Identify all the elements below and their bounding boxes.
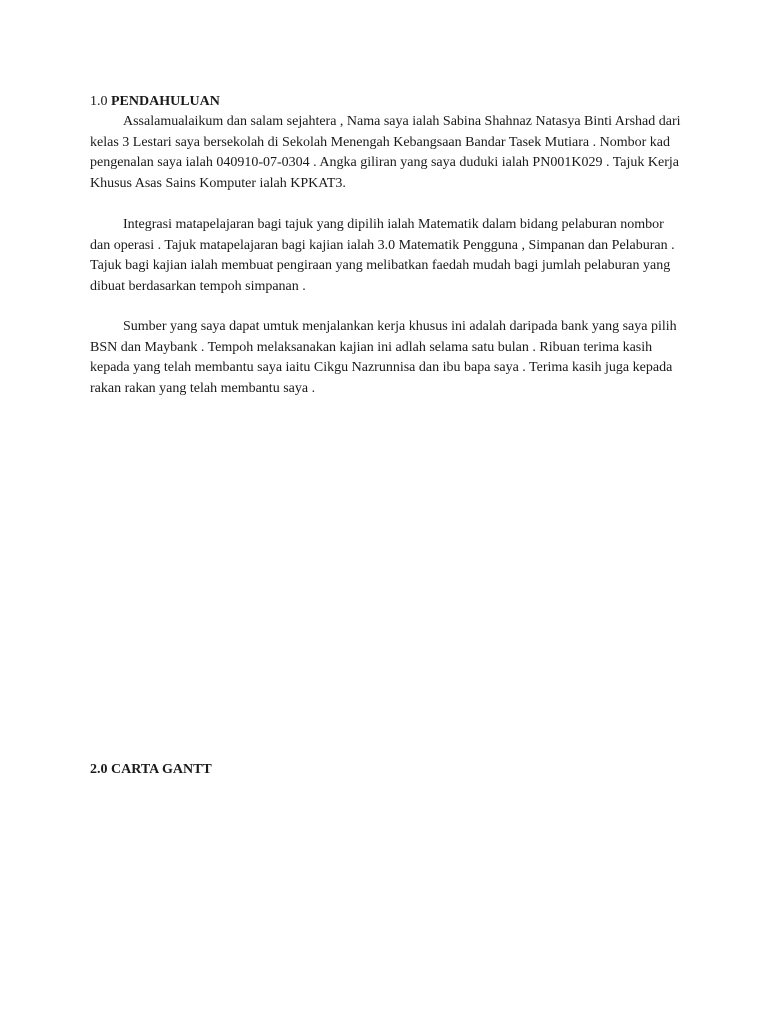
paragraph-introduction: Assalamualaikum dan salam sejahtera , Nama saya ialah Sabina Shahnaz Natasya Binti Arshad dari kelas 3 Lestari saya bersekolah di Sekolah Menengah Kebangsaan Bandar Tasek Mutiara . Nombor kad pengenalan saya ialah 040910-07-0304 . Angka giliran yang saya duduki ialah PN001K029 . Tajuk Kerja Khusus Asas Sains Komputer ialah KPKAT3.: [90, 114, 681, 192]
paragraph-integration: Integrasi matapelajaran bagi tajuk yang dipilih ialah Matematik dalam bidang pelaburan nombor dan operasi . Tajuk matapelajaran bagi kajian ialah 3.0 Matematik Pengguna , Simpanan dan Pelaburan . Tajuk bagi kajian ialah membuat pengiraan yang melibatkan faedah mudah bagi jumlah pelaburan yang dibuat berdasarkan tempoh simpanan .: [90, 217, 675, 295]
section-title: PENDAHULUAN: [111, 94, 220, 109]
paragraph-sources: Sumber yang saya dapat umtuk menjalankan kerja khusus ini adalah daripada bank yang saya pilih BSN dan Maybank . Tempoh melaksanakan kajian ini adlah selama satu bulan . Ribuan terima kasih kepada yang telah membantu saya iaitu Cikgu Nazrunnisa dan ibu bapa saya . Terima kasih juga kepada rakan rakan yang telah membantu saya .: [90, 319, 677, 397]
section-heading-carta-gantt: 2.0 CARTA GANTT: [90, 762, 212, 777]
section-number: 1.0: [90, 94, 108, 109]
section-heading-pendahuluan: [90, 92, 220, 112]
